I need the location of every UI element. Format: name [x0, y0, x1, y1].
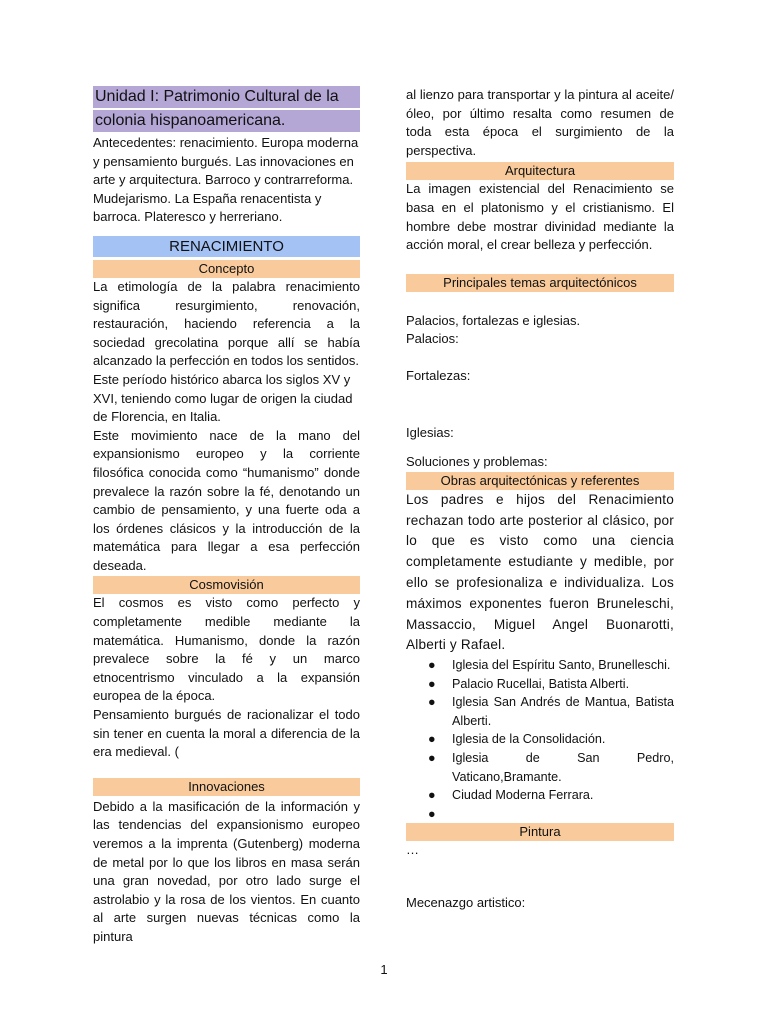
cosmovision-heading: Cosmovisión: [93, 576, 360, 594]
bullet-icon: ●: [428, 658, 436, 673]
bullet-icon: ●: [428, 732, 436, 747]
list-item: ● Ciudad Moderna Ferrara.: [406, 786, 674, 805]
bullet-icon: ●: [428, 695, 436, 710]
innovaciones-paragraph: Debido a la masificación de la información y las tendencias del expansionismo europeo veremos a la imprenta (Gutenberg) moderna de metal por lo que los libros en masa serán una gran novedad, por otro lado surge el astrolabio y la rosa de los vientos. En cuanto al arte surgen nuevas técnicas como la pintura: [93, 798, 360, 944]
mecenazgo-label: Mecenazgo artistico:: [406, 895, 526, 911]
unit-title-line-2: colonia hispanoamericana.: [93, 110, 360, 132]
right-column: [406, 86, 674, 913]
arquitectura-paragraph: La imagen existencial del Renacimiento se basa en el platonismo y el cristianismo. El hombre debe mostrar divinidad mediante la acción moral, el crear belleza y perfección.: [406, 181, 674, 253]
fortalezas-label: Fortalezas:: [406, 367, 471, 383]
renacimiento-heading: RENACIMIENTO: [93, 236, 360, 257]
list-item: ● Iglesia de la Consolidación.: [406, 730, 674, 749]
bullet-icon: ●: [428, 676, 436, 691]
list-item: ● Iglesia San Andrés de Mantua, Batista Alberti.: [428, 695, 674, 728]
cosmovision-paragraph-2: Pensamiento burgués de racionalizar el todo sin tener en cuenta la moral a diferencia de la era medieval. (: [93, 707, 360, 760]
list-item: [406, 805, 674, 824]
page-number: 1: [380, 962, 388, 977]
left-column: [93, 86, 360, 947]
continuation-paragraph: al lienzo para transportar y la pintura al aceite/óleo, por último resalta como resumen de toda esta época el surgimiento de la perspectiva.: [406, 87, 674, 158]
bullet-icon: ●: [428, 806, 436, 821]
cosmovision-paragraph-1: El cosmos es visto como perfecto y completamente medible mediante la matemática. Humanismo, donde la razón prevalece sobre la fé y un marco etnocentrismo vinculado a la expansión europea de la época.: [93, 595, 360, 704]
bullet-icon: ●: [428, 751, 436, 766]
bullet-icon: ●: [428, 788, 436, 803]
iglesias-label: Iglesias:: [406, 424, 454, 440]
concepto-paragraph-2: Este período histórico abarca los siglos XV y XVI, teniendo como lugar de origen la ciudad de Florencia, en Italia.: [93, 371, 353, 425]
concepto-paragraph-1: La etimología de la palabra renacimiento significa resurgimiento, renovación, restauración, haciendo referencia a la sociedad grecolatina porque allí se había alcanzado la perfección en todos los sentidos.: [93, 278, 360, 369]
pintura-heading: Pintura: [406, 823, 674, 841]
obras-list: [406, 656, 674, 823]
temas-intro: Palacios, fortalezas e iglesias.: [406, 312, 581, 328]
list-item: ● Palacio Rucellai, Batista Alberti.: [406, 675, 674, 694]
obras-heading: Obras arquitectónicas y referentes: [406, 472, 674, 490]
unit-title-line-1: Unidad I: Patrimonio Cultural de la: [93, 86, 360, 108]
obras-paragraph: Los padres e hijos del Renacimiento rechazan todo arte posterior al clásico, por lo que es visto como una ciencia completamente estudiante y medible, por ello se profesionaliza e individualiza. Los máximos exponentes fueron Bruneleschi, Massaccio, Miguel Angel Buonarotti, Alberti y Rafael.: [406, 491, 674, 653]
concepto-heading: Concepto: [93, 260, 360, 278]
temas-heading: Principales temas arquitectónicos: [406, 274, 674, 292]
pintura-ellipsis: …: [406, 842, 419, 858]
unit-title: [93, 86, 360, 132]
antecedentes-text: Antecedentes: renacimiento. Europa moderna y pensamiento burgués. Las innovaciones en arte y arquitectura. Barroco y contrarreforma. Mudejarismo. La España renacentista y barroca. Plateresco y herreriano.: [93, 135, 359, 225]
list-item: ● Iglesia de San Pedro, Vaticano,Bramante.: [428, 751, 674, 784]
list-item: ● Iglesia del Espíritu Santo, Brunelleschi.: [406, 656, 674, 675]
concepto-paragraph-3: Este movimiento nace de la mano del expansionismo europeo y la corriente filosófica conocida como “humanismo” donde prevalece la razón sobre la fé, denotando un cambio de pensamiento, y una fuerte oda a los órdenes clásicos y la introducción de la matemática para llegar a esa perfección deseada.: [93, 427, 360, 573]
innovaciones-heading: Innovaciones: [93, 778, 360, 796]
arquitectura-heading: Arquitectura: [406, 162, 674, 180]
soluciones-label: Soluciones y problemas:: [406, 454, 548, 470]
palacios-label: Palacios:: [406, 331, 459, 347]
